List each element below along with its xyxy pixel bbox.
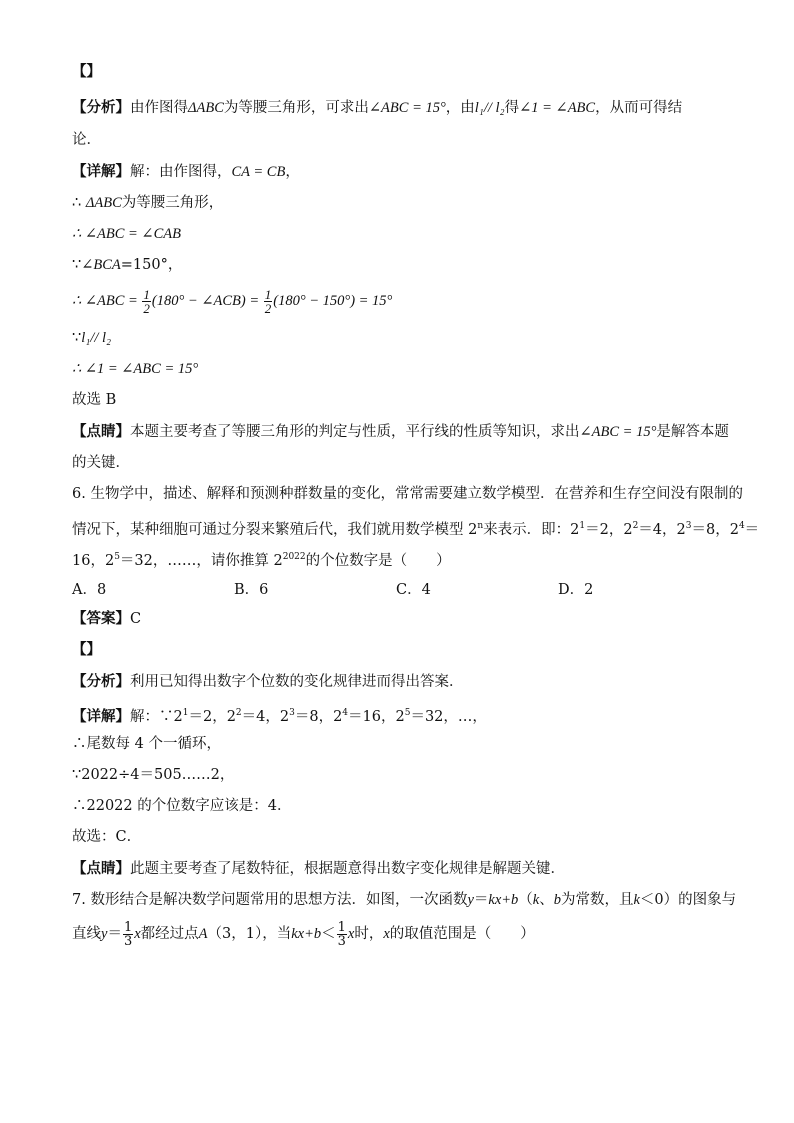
fraction-one-half: $\frac{1}{2}$	[143, 287, 150, 317]
fraction-one-half: $\frac{1}{2}$	[264, 287, 272, 317]
q5-comment-line-1: 【点睛】本题主要考查了等腰三角形的判定与性质，平行线的性质等知识，求出∠ABC = 15°是解答本题	[72, 423, 729, 440]
q5-answer: 故选 B	[72, 392, 117, 408]
q5-analysis-line-1: 【分析】由作图得ΔABC为等腰三角形，可求出∠ABC = 15°，由l₁// l₂得∠1 = ∠ABC，从而可得结	[72, 99, 683, 116]
q6-step-3: ∴22022 的个位数字应该是：4．	[72, 798, 292, 814]
q6-detail-line: 【详解】解：$\because 2^1=2$，$2^2=4$，$2^3=8$，$2^4=16$，$2^5=32$，…，	[72, 708, 487, 725]
empty-bracket-tag-2: 【】	[72, 641, 101, 658]
q5-detail-line: 【详解】解：由作图得，CA = CB，	[72, 163, 300, 180]
q5-step-2: ∴ ∠ABC = ∠CAB	[72, 226, 181, 242]
comment-tag: 【点睛】	[72, 423, 130, 440]
q5-step-3: ∵∠BCA=150°，	[72, 257, 183, 273]
q6-stem-line-2: 情况下，某种细胞可通过分裂来繁殖后代，我们就用数学模型 2$^n$来表示．即：$2^1=2$，$2^2=4$，$2^3=8$，$2^4=$	[72, 521, 760, 538]
q5-step-5: ∵l₁// l₂	[72, 330, 112, 346]
q6-analysis-line: 【分析】利用已知得出数字个位数的变化规律进而得出答案．	[72, 673, 464, 690]
q5-step-4-equation: ∴ ∠ABC = $\frac{1}{2}$ (180° − ∠ACB) = $\frac{1}{2}$ (180° − 150°) = 15°	[72, 287, 393, 317]
q5-analysis-line-2: 论．	[72, 132, 101, 148]
answer-tag: 【答案】	[72, 610, 130, 627]
q5-comment-line-2: 的关键．	[72, 455, 130, 471]
q5-step-6: ∴ ∠1 = ∠ABC = 15°	[72, 361, 199, 377]
detail-tag: 【详解】	[72, 163, 130, 180]
q6-comment-line: 【点睛】此题主要考查了尾数特征，根据题意得出数字变化规律是解题关键．	[72, 860, 565, 877]
q6-step-2: ∵2022÷4＝505……2，	[72, 767, 235, 783]
empty-bracket-tag: 【】	[72, 63, 101, 80]
q6-option-a: A．8	[72, 582, 107, 598]
q7-stem-line-2: 直线y＝ $\frac{1}{3}$ x都经过点A（3，1），当kx+b＜ $\frac{1}{3}$ x时，x的取值范围是（ ）	[72, 919, 535, 949]
q6-stem-line-1: 6. 生物学中，描述、解释和预测种群数量的变化，常常需要建立数学模型．在营养和生存空间没有限制的	[72, 486, 743, 502]
q6-option-d: D．2	[558, 582, 594, 598]
q5-step-1: ∴ ΔABC为等腰三角形，	[72, 195, 224, 211]
analysis-tag: 【分析】	[72, 99, 130, 116]
fraction-one-third: $\frac{1}{3}$	[123, 919, 133, 949]
q7-stem-line-1: 7. 数形结合是解决数学问题常用的思想方法．如图，一次函数y＝kx+b（k、b为常数，且k＜0）的图象与	[72, 892, 737, 908]
q6-choice: 故选：C．	[72, 829, 142, 845]
q6-step-1: ∴尾数每 4 个一循环，	[72, 736, 221, 752]
q6-options	[72, 578, 732, 598]
q6-stem-line-3: 16，$2^5=32$，……，请你推算 $2^{2022}$的个位数字是（ ）	[72, 552, 451, 569]
q6-option-c: C．4	[396, 582, 431, 598]
q6-option-b: B．6	[234, 582, 269, 598]
fraction-one-third: $\frac{1}{3}$	[337, 919, 346, 949]
q6-answer-line: 【答案】C	[72, 610, 142, 627]
